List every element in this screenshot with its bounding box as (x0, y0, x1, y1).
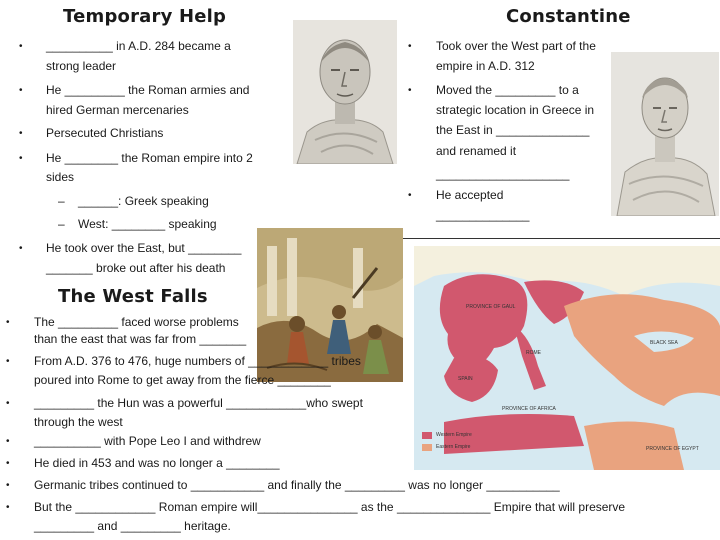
bullet: • (6, 502, 10, 513)
left-sub-bullet-2: West: ________ speaking (78, 217, 217, 231)
map-label-spain: SPAIN (458, 376, 473, 382)
bullet: • (6, 436, 10, 447)
right-bullet-1-line-2: empire in A.D. 312 (436, 59, 535, 73)
left-bullet-2-line-2: hired German mercenaries (46, 103, 189, 117)
bullet: • (6, 356, 10, 367)
bullet: • (408, 41, 412, 52)
bottom-bullet-6-line-1: Germanic tribes continued to ___________ and finally the _________ was no longer ___________ (34, 478, 560, 492)
bottom-bullet-3-line-2: through the west (34, 415, 123, 429)
temporary-help-title: Temporary Help (63, 6, 227, 27)
divided-empire-map (414, 246, 720, 470)
bullet: • (6, 317, 10, 328)
bullet: • (19, 128, 23, 139)
map-label-africa: PROVINCE OF AFRICA (502, 406, 556, 412)
bottom-bullet-3-line-1: _________ the Hun was a powerful ____________who swept (34, 396, 363, 410)
map-label-gaul: PROVINCE OF GAUL (466, 304, 516, 310)
bullet: • (19, 85, 23, 96)
bullet: • (6, 398, 10, 409)
right-bullet-2-line-4: and renamed it (436, 144, 517, 158)
left-bullet-3-line-1: Persecuted Christians (46, 126, 164, 140)
right-bullet-3-line-2: ______________ (436, 208, 530, 222)
right-bullet-2-line-2: strategic location in Greece in (436, 103, 595, 117)
right-bullet-3-line-1: He accepted (436, 188, 504, 202)
left-bullet-4-line-2: sides (46, 170, 75, 184)
bottom-bullet-1-line-1: The _________ faced worse problems (34, 315, 239, 329)
left-bullet-1-line-1: __________ in A.D. 284 became a (46, 39, 231, 53)
map-label-rome: ROME (526, 350, 541, 356)
constantine-bust-image (611, 52, 719, 216)
left-bullet-1-line-2: strong leader (46, 59, 117, 73)
bottom-bullet-2-line-2: poured into Rome to get away from the fierce ________ (34, 373, 331, 387)
bottom-bullet-2-line-1: From A.D. 376 to 476, huge numbers of ____________ tribes (34, 354, 361, 368)
bullet: • (19, 153, 23, 164)
bottom-bullet-4-line-1: __________ with Pope Leo I and withdrew (34, 434, 261, 448)
left-bullet-4-line-1: He ________ the Roman empire into 2 (46, 151, 253, 165)
right-bullet-2-line-1: Moved the _________ to a (436, 83, 579, 97)
dash: – (58, 194, 65, 208)
left-bullet-2-line-1: He _________ the Roman armies and (46, 83, 250, 97)
left-bullet-5-line-1: He took over the East, but ________ (46, 241, 242, 255)
map-legend-western: Western Empire (436, 432, 472, 438)
left-bullet-5-line-2: _______ broke out after his death (46, 261, 226, 275)
bullet: • (19, 243, 23, 254)
bullet: • (408, 190, 412, 201)
dash: – (58, 217, 65, 231)
bottom-bullet-5-line-1: He died in 453 and was no longer a ________ (34, 456, 280, 470)
right-bullet-2-line-3: the East in ______________ (436, 123, 590, 137)
map-label-egypt: PROVINCE OF EGYPT (646, 446, 699, 452)
west-falls-title: The West Falls (58, 286, 208, 307)
right-bullet-2-line-5: ____________________ (436, 167, 570, 181)
bullet: • (6, 458, 10, 469)
left-sub-bullet-1: ______: Greek speaking (78, 194, 209, 208)
section-divider (400, 238, 720, 239)
bullet: • (6, 480, 10, 491)
bullet: • (19, 41, 23, 52)
bullet: • (408, 85, 412, 96)
map-legend-eastern: Eastern Empire (436, 444, 471, 450)
right-bullet-1-line-1: Took over the West part of the (436, 39, 596, 53)
bottom-bullet-1-line-2: than the east that was far from _______ (34, 332, 247, 346)
bottom-bullet-7-line-1: But the ____________ Roman empire will_______________ as the ______________ Empire that will preserve (34, 500, 626, 514)
bottom-bullet-7-line-2: _________ and _________ heritage. (34, 519, 231, 533)
diocletian-bust-image (293, 20, 397, 164)
map-label-black-sea: BLACK SEA (650, 340, 678, 346)
constantine-title: Constantine (506, 6, 631, 27)
